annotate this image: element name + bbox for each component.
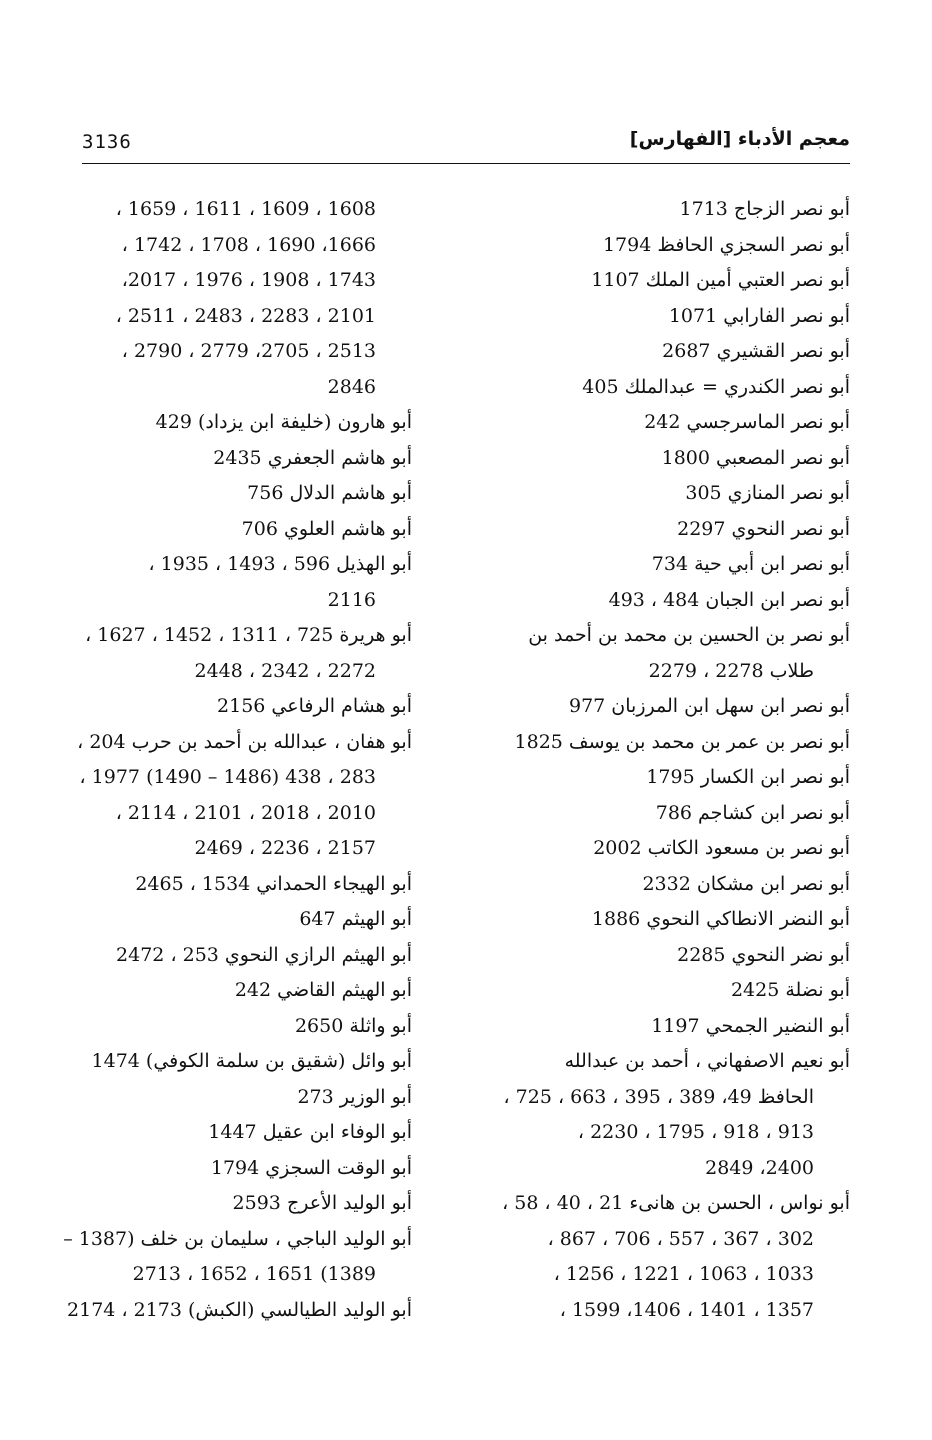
index-entry: أبو هشام الرفاعي 2156 <box>217 695 412 717</box>
index-entry: أبو النضر الانطاكي النحوي 1886 <box>591 908 850 930</box>
index-entry: أبو نصر العتبي أمين الملك 1107 <box>591 269 850 291</box>
index-column-left <box>47 192 412 1328</box>
index-entry: أبو نصر ابن الكسار 1795 <box>646 766 850 788</box>
index-entry: أبو نصر بن الحسين بن محمد بن أحمد بن <box>528 624 850 646</box>
index-entry-continuation: 1743 ، 1908 ، 1976 ، 2017، <box>121 269 376 291</box>
index-entry: أبو هاشم الدلال 756 <box>247 482 412 504</box>
index-entry: أبو واثلة 2650 <box>294 1014 412 1037</box>
index-entry-continuation: 1357 ، 1401 ، 1406، 1599 ، <box>559 1298 814 1321</box>
index-entry: أبو الهيثم الرازي النحوي 253 ، 2472 <box>116 943 412 966</box>
index-entry: أبو نصر بن مسعود الكاتب 2002 <box>593 837 850 859</box>
index-entry: أبو الوليد الباجي ، سليمان بن خلف (1387 – <box>63 1227 412 1250</box>
index-entry-continuation: 2101 ، 2283 ، 2483 ، 2511 ، <box>115 304 376 327</box>
index-entry-continuation: 2272 ، 2342 ، 2448 <box>194 659 376 682</box>
index-entry: أبو الهيثم القاضي 242 <box>234 979 412 1001</box>
index-entry: أبو نصر القشيري 2687 <box>662 340 850 362</box>
index-entry: أبو نصر السجزي الحافظ 1794 <box>602 233 850 256</box>
index-entry: أبو الوفاء ابن عقيل 1447 <box>208 1121 412 1143</box>
index-entry-continuation: 2157 ، 2236 ، 2469 <box>194 837 376 859</box>
index-entry-continuation: طلاب 2278 ، 2279 <box>648 659 814 682</box>
index-entry: أبو النضير الجمحي 1197 <box>651 1014 850 1037</box>
index-entry-continuation: 2116 <box>327 588 376 611</box>
index-entry: أبو نصر ابن أبي حية 734 <box>651 553 850 575</box>
index-entry-continuation: 1608 ، 1609 ، 1611 ، 1659 ، <box>115 198 376 220</box>
index-entry: أبو الهيجاء الحمداني 1534 ، 2465 <box>135 872 412 895</box>
index-entry-continuation: الحافظ 49، 389 ، 395 ، 663 ، 725 ، <box>503 1085 814 1108</box>
index-entry: أبو نضر النحوي 2285 <box>677 943 850 966</box>
index-entry: أبو نصر الزجاج 1713 <box>679 198 850 220</box>
index-entry: أبو نصر ابن سهل ابن المرزبان 977 <box>568 695 850 717</box>
index-entry: أبو نصر الفارابي 1071 <box>668 304 850 327</box>
index-entry-continuation: 2010 ، 2018 ، 2101 ، 2114 ، <box>115 801 376 824</box>
index-entry: أبو نواس ، الحسن بن هانىء 21 ، 40 ، 58 ، <box>502 1192 850 1214</box>
index-entry: أبو الوقت السجزي 1794 <box>210 1156 412 1179</box>
index-entry: أبو الهيثم 647 <box>299 908 412 930</box>
index-column-right <box>490 192 850 1328</box>
index-entry-continuation: 302 ، 367 ، 557 ، 706 ، 867 ، <box>547 1227 814 1250</box>
index-entry: أبو الوليد الأعرج 2593 <box>232 1192 412 1214</box>
index-entry-continuation: 1033 ، 1063 ، 1221 ، 1256 ، <box>553 1263 814 1285</box>
index-entry-continuation: 2846 <box>327 375 376 398</box>
index-entry-continuation: 283 ، 438 (1486 – 1490) 1977 ، <box>79 766 376 788</box>
index-entry: أبو هاشم الجعفري 2435 <box>213 446 412 469</box>
index-entry: أبو نصر ابن الجبان 484 ، 493 <box>608 588 850 611</box>
index-entry: أبو نضلة 2425 <box>730 979 850 1001</box>
index-entry: أبو هفان ، عبدالله بن أحمد بن حرب 204 ، <box>77 730 412 753</box>
index-entry-continuation: 1666، 1690 ، 1708 ، 1742 ، <box>121 233 376 256</box>
index-entry: أبو الوليد الطيالسي (الكبش) 2173 ، 2174 <box>67 1298 412 1321</box>
index-entry: أبو نصر النحوي 2297 <box>677 517 850 540</box>
index-entry: أبو الوزير 273 <box>297 1085 412 1108</box>
index-entry-continuation: 913 ، 918 ، 1795 ، 2230 ، <box>577 1121 814 1143</box>
index-entry: أبو نصر ابن مشكان 2332 <box>642 872 850 895</box>
index-entry: أبو وائل (شقيق بن سلمة الكوفي) 1474 <box>91 1050 412 1072</box>
index-entry: أبو هريرة 725 ، 1311 ، 1452 ، 1627 ، <box>85 624 412 646</box>
index-entry: أبو نصر المصعبي 1800 <box>661 446 850 469</box>
index-entry: أبو نصر الماسرجسي 242 <box>644 411 850 433</box>
index-entry: أبو الهذيل 596 ، 1493 ، 1935 ، <box>148 553 412 575</box>
index-entry: أبو هاشم العلوي 706 <box>241 517 412 540</box>
index-entry-continuation: 2513 ، 2705، 2779 ، 2790 ، <box>121 340 376 362</box>
index-entry-continuation: 1389) 1651 ، 1652 ، 2713 <box>132 1263 376 1285</box>
index-entry: أبو نصر بن عمر بن محمد بن يوسف 1825 <box>514 730 850 753</box>
header-divider <box>82 163 850 164</box>
index-entry-continuation: 2400، 2849 <box>705 1156 814 1179</box>
index-entry: أبو نصر الكندري = عبدالملك 405 <box>582 375 850 398</box>
index-entry: أبو نصر ابن كشاجم 786 <box>655 801 850 824</box>
book-title: معجم الأدباء [الفهارس] <box>629 128 850 150</box>
index-entry: أبو نعيم الاصفهاني ، أحمد بن عبدالله <box>564 1050 850 1072</box>
index-entry: أبو هارون (خليفة ابن يزداد) 429 <box>155 411 412 433</box>
index-entry: أبو نصر المنازي 305 <box>685 482 850 504</box>
page-number: 3136 <box>82 131 132 153</box>
